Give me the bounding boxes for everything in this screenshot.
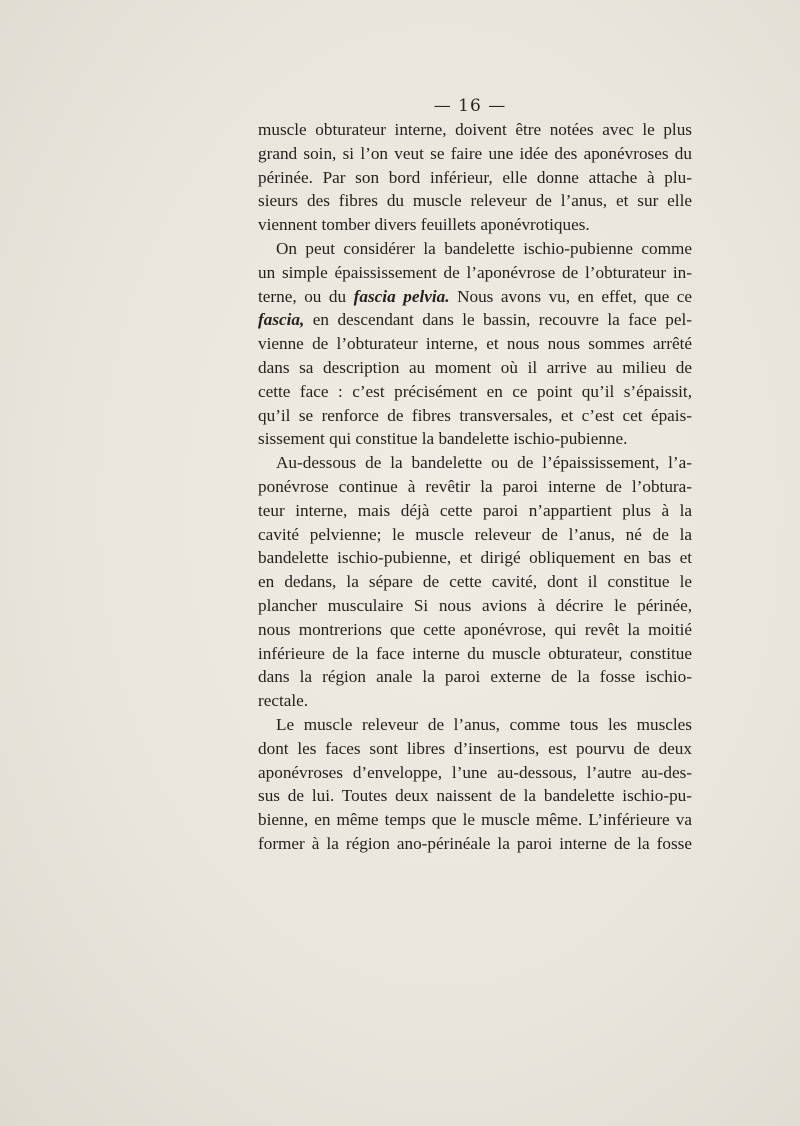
text-line: dans la région anale la paroi externe de la fosse ischio-	[258, 667, 692, 687]
text-line: cette face : c’est précisément en ce point qu’il s’épaissit,	[258, 381, 692, 401]
text-line: en dedans, la sépare de cette cavité, dont il constitue le	[258, 572, 692, 592]
text-line: bandelette ischio-pubienne, et dirigé obliquement en bas et	[258, 548, 692, 568]
body-text	[258, 118, 692, 856]
text-line: Le muscle releveur de l’anus, comme tous les muscles	[276, 714, 692, 734]
text-line: former à la région ano-périnéale la paroi interne de la fosse	[258, 833, 692, 853]
text-line: grand soin, si l’on veut se faire une idée des aponévroses du	[258, 143, 692, 163]
text-line: muscle obturateur interne, doivent être notées avec le plus	[258, 120, 692, 139]
text-run: Nous avons vu, en effet, que ce	[449, 286, 693, 306]
text-line: inférieure de la face interne du muscle obturateur, constitue	[258, 643, 692, 663]
text-line: plancher musculaire Si nous avions à décrire le périnée,	[258, 595, 692, 615]
text-line	[258, 308, 692, 332]
italic-term: fascia pelvia.	[353, 286, 450, 306]
text-line: Au-dessous de la bandelette ou de l’épaississement, l’a-	[276, 453, 692, 473]
italic-term: fascia,	[258, 310, 305, 330]
text-run: en descendant dans le bassin, recouvre la face pel-	[304, 310, 692, 330]
text-line	[258, 285, 692, 309]
text-line: teur interne, mais déjà cette paroi n’appartient plus à la	[258, 500, 692, 520]
text-line: viennent tomber divers feuillets aponévrotiques.	[258, 215, 590, 235]
text-line: rectale.	[258, 691, 309, 711]
text-line: sieurs des fibres du muscle releveur de l’anus, et sur elle	[258, 191, 692, 211]
text-run: terne, ou du	[258, 286, 354, 306]
text-line: ponévrose continue à revêtir la paroi interne de l’obtura-	[258, 476, 692, 496]
text-line: aponévroses d’enveloppe, l’une au-dessous, l’autre au-des-	[258, 762, 692, 782]
text-line: qu’il se renforce de fibres transversales, et c’est cet épais-	[258, 405, 692, 425]
text-line: bienne, en même temps que le muscle même. L’inférieure va	[258, 810, 692, 830]
text-line: dans sa description au moment où il arrive au milieu de	[258, 357, 692, 377]
text-line: sus de lui. Toutes deux naissent de la bandelette ischio-pu-	[258, 786, 692, 806]
text-line: cavité pelvienne; le muscle releveur de l’anus, né de la	[258, 524, 692, 544]
text-line: dont les faces sont libres d’insertions, est pourvu de deux	[258, 738, 692, 758]
text-line: On peut considérer la bandelette ischio-pubienne comme	[276, 238, 692, 258]
text-line: sissement qui constitue la bandelette ischio-pubienne.	[258, 429, 628, 449]
text-line: périnée. Par son bord inférieur, elle donne attache à plu-	[258, 167, 692, 187]
text-line: nous montrerions que cette aponévrose, qui revêt la moitié	[258, 619, 692, 639]
text-line: un simple épaississement de l’aponévrose de l’obturateur in-	[258, 262, 692, 282]
page-number: — 16 —	[433, 96, 507, 116]
text-line: vienne de l’obturateur interne, et nous nous sommes arrêté	[258, 334, 692, 354]
